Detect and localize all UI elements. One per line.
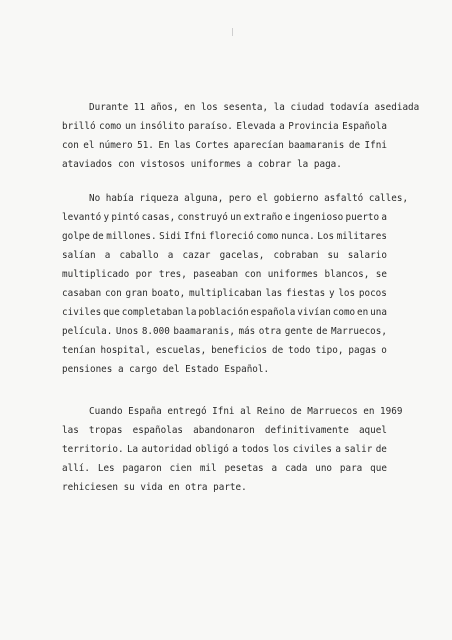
word: el: [83, 140, 95, 151]
paragraph-line: No había riqueza alguna, pero el gobierno asfaltó calles,: [89, 193, 409, 204]
word: Unos: [115, 326, 139, 337]
word: españolas: [132, 425, 184, 436]
word: los: [338, 288, 356, 299]
word: las: [265, 288, 283, 299]
paragraph-line: rehiciesen su vida en otra parte.: [62, 482, 247, 493]
word: tipo,: [315, 345, 344, 356]
word: con: [104, 288, 122, 299]
word: blancos,: [324, 269, 370, 280]
word: y: [103, 212, 110, 223]
word: como: [332, 307, 356, 318]
paragraph-line: [62, 227, 387, 246]
word: Cortes: [195, 140, 229, 151]
word: baamaranis,: [173, 326, 235, 337]
word: Elevada: [236, 121, 276, 132]
word: boato,: [151, 288, 186, 299]
word: aparecían: [233, 140, 284, 151]
word: Los: [317, 231, 335, 242]
word: obligó: [195, 444, 229, 455]
word: más: [238, 326, 256, 337]
word: pagaron: [122, 463, 162, 474]
word: salían: [62, 250, 96, 261]
word: militares: [336, 231, 387, 242]
word: civiles: [62, 307, 102, 318]
word: cobraban: [273, 250, 319, 261]
word: número: [99, 140, 133, 151]
word: a: [167, 250, 174, 261]
word: golpe: [62, 231, 90, 242]
word: como: [99, 121, 122, 132]
word: como: [256, 231, 279, 242]
word: 8.000: [141, 326, 170, 337]
paragraph-line: [62, 322, 387, 341]
paragraph-line: pensiones a cargo del Estado Español.: [62, 364, 270, 375]
word: 51.: [137, 140, 154, 151]
word: Sidi: [159, 231, 182, 242]
word: insólito: [139, 121, 185, 132]
paragraph-1: [62, 98, 420, 174]
word: cada: [284, 463, 308, 474]
word: mil: [199, 463, 217, 474]
word: civiles: [292, 444, 332, 455]
word: hospital,: [100, 345, 151, 356]
page-mark: [232, 28, 233, 36]
word: película.: [62, 326, 113, 337]
word: floreció: [208, 231, 254, 242]
word: aquel: [358, 425, 387, 436]
word: casas,: [141, 212, 176, 223]
word: se: [375, 269, 387, 280]
paragraph-line: [62, 117, 387, 136]
word: nunca.: [281, 231, 315, 242]
word: completaban: [121, 307, 184, 318]
word: de: [272, 345, 284, 356]
word: brilló: [62, 121, 96, 132]
word: definitivamente: [264, 425, 349, 436]
word: gacelas,: [219, 250, 265, 261]
word: para: [339, 463, 363, 474]
word: a: [271, 463, 278, 474]
word: a: [381, 212, 387, 223]
word: puerto: [345, 212, 380, 223]
word: o: [381, 345, 387, 356]
word: las: [62, 425, 79, 436]
word: allí.: [62, 463, 90, 474]
word: pocos: [358, 288, 387, 299]
paragraph-line: Durante 11 años, en los sesenta, la ciudad todavía asediada: [89, 102, 420, 113]
word: baamaranis: [288, 140, 345, 151]
word: un: [230, 212, 242, 223]
paragraph-3: [62, 402, 403, 497]
paragraph-2: [62, 189, 409, 379]
word: por: [135, 269, 153, 280]
word: tropas: [88, 425, 123, 436]
word: territorio.: [62, 444, 124, 455]
word: fiestas: [286, 288, 326, 299]
paragraph-line: Cuando España entregó Ifni al Reino de Marruecos en 1969: [89, 406, 403, 417]
word: salir: [344, 444, 373, 455]
word: a: [335, 444, 341, 455]
word: paraíso.: [188, 121, 233, 132]
paragraph-line: [62, 136, 387, 155]
word: a: [279, 121, 285, 132]
word: y: [328, 288, 335, 299]
word: En: [158, 140, 170, 151]
word: gente: [284, 326, 313, 337]
word: uniformes: [267, 269, 319, 280]
paragraph-line: [62, 284, 387, 303]
word: extraño: [243, 212, 283, 223]
word: multiplicaban: [188, 288, 262, 299]
word: de: [92, 231, 104, 242]
paragraph-line: [62, 440, 387, 459]
word: de: [316, 326, 328, 337]
word: paseaban: [193, 269, 239, 280]
word: la: [185, 307, 197, 318]
word: Les: [97, 463, 115, 474]
word: a: [232, 444, 238, 455]
word: cien: [169, 463, 192, 474]
word: un: [125, 121, 137, 132]
word: todo: [288, 345, 311, 356]
paragraph-line: [62, 246, 387, 265]
word: escuelas,: [155, 345, 207, 356]
word: La: [126, 444, 139, 455]
paragraph-line: [62, 265, 387, 284]
word: levantó: [62, 212, 102, 223]
paragraph-line: [62, 208, 387, 227]
word: ingenioso: [292, 212, 344, 223]
word: pesetas: [224, 463, 264, 474]
paragraph-line: [62, 303, 387, 322]
word: Ifni: [184, 231, 207, 242]
word: construyó: [177, 212, 228, 223]
word: su: [327, 250, 339, 261]
word: con: [244, 269, 262, 280]
word: casaban: [62, 288, 102, 299]
word: gran: [125, 288, 148, 299]
paragraph-line: [62, 421, 387, 440]
word: población: [198, 307, 249, 318]
paragraph-line: [62, 459, 387, 478]
word: una: [370, 307, 387, 318]
word: los: [272, 444, 290, 455]
word: multiplicado: [62, 269, 130, 280]
word: Ifni: [364, 140, 387, 151]
word: española: [250, 307, 296, 318]
word: que: [103, 307, 120, 318]
word: Española: [342, 121, 387, 132]
word: Marruecos,: [330, 326, 387, 337]
word: abandonaron: [193, 425, 255, 436]
word: salario: [347, 250, 387, 261]
word: pintó: [111, 212, 140, 223]
word: de: [348, 140, 361, 151]
word: todos: [241, 444, 270, 455]
word: caballo: [119, 250, 159, 261]
word: autoridad: [141, 444, 192, 455]
word: otra: [258, 326, 282, 337]
word: de: [375, 444, 387, 455]
word: tres,: [158, 269, 187, 280]
word: tenían: [62, 345, 96, 356]
word: vivían: [297, 307, 331, 318]
word: con: [62, 140, 79, 151]
word: beneficios: [211, 345, 268, 356]
word: cazar: [182, 250, 211, 261]
paragraph-line: ataviados con vistosos uniformes a cobrar la paga.: [62, 159, 342, 170]
word: Provincia: [288, 121, 339, 132]
word: e: [285, 212, 291, 223]
word: pagas: [348, 345, 377, 356]
word: a: [104, 250, 111, 261]
paragraph-line: [62, 341, 387, 360]
word: que: [370, 463, 387, 474]
word: millones.: [106, 231, 157, 242]
word: las: [174, 140, 191, 151]
word: en: [357, 307, 369, 318]
word: uno: [315, 463, 333, 474]
